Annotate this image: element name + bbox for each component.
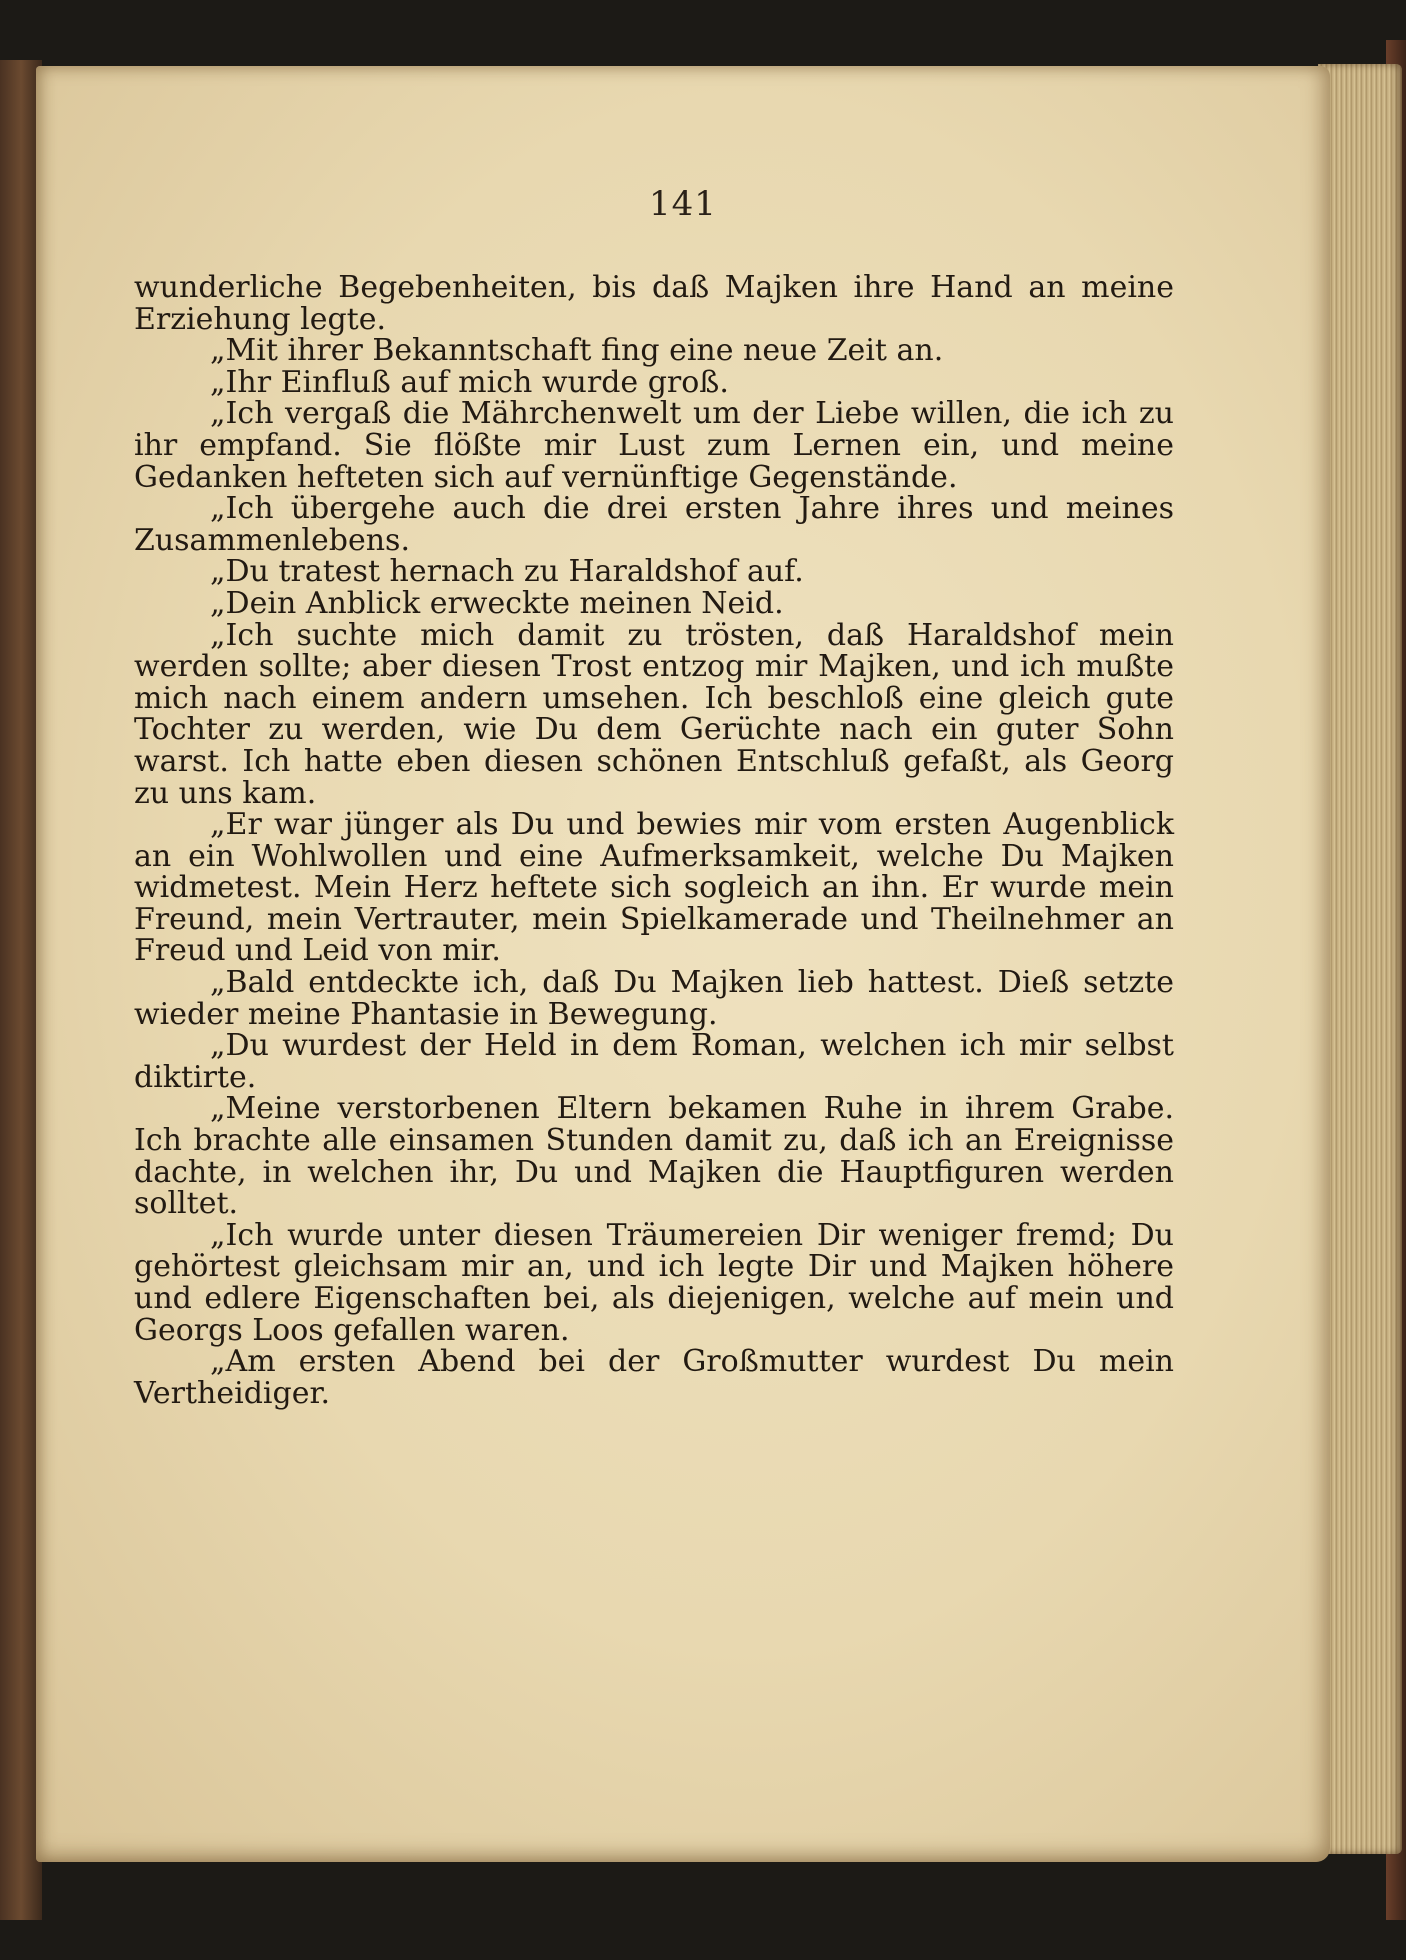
- page-number: 141: [649, 184, 717, 224]
- paragraph: „Ich übergehe auch die drei ersten Jahre ihres und meines Zusammenlebens.: [134, 491, 1174, 558]
- page-edges: [1318, 64, 1402, 1854]
- paragraph: „Ich wurde unter diesen Träumereien Dir weniger fremd; Du gehörtest gleichsam mir an, und ich legte Dir und Majken höhere und edlere Eigenschaften bei, als diejenigen, welche auf mein und Georgs Loos gefallen waren.: [134, 1217, 1174, 1348]
- paragraph: „Er war jünger als Du und bewies mir vom ersten Augenblick an ein Wohlwollen und eine Aufmerksamkeit, welche Du Majken widmetest. Mein Herz heftete sich sogleich an ihn. Er wurde mein Freund, mein Vertrauter, mein Spielkamerade und Theilnehmer an Freud und Leid von mir.: [134, 807, 1174, 969]
- paragraph: „Du wurdest der Held in dem Roman, welchen ich mir selbst diktirte.: [134, 1028, 1174, 1095]
- paragraph: „Dein Anblick erweckte meinen Neid.: [210, 585, 784, 621]
- paragraph: „Ihr Einfluß auf mich wurde groß.: [210, 364, 729, 400]
- paragraph: „Bald entdeckte ich, daß Du Majken lieb hattest. Dieß setzte wieder meine Phantasie in Bewegung.: [134, 965, 1174, 1032]
- paragraph: „Mit ihrer Bekanntschaft fing eine neue Zeit an.: [210, 333, 944, 369]
- paragraph: „Ich suchte mich damit zu trösten, daß Haraldshof mein werden sollte; aber diesen Trost entzog mir Majken, und ich mußte mich nach einem andern umsehen. Ich beschloß eine gleich gute Tochter zu werden, wie Du dem Gerüchte nach ein guter Sohn warst. Ich hatte eben diesen schönen Entschluß gefaßt, als Georg zu uns kam.: [134, 617, 1174, 811]
- page-body: [134, 272, 1174, 1409]
- book-page: [36, 66, 1330, 1862]
- paragraph: „Meine verstorbenen Eltern bekamen Ruhe in ihrem Grabe. Ich brachte alle einsamen Stunden damit zu, daß ich an Ereignisse dachte, in welchen ihr, Du und Majken die Hauptfiguren werden solltet.: [134, 1091, 1174, 1222]
- paragraph: „Am ersten Abend bei der Großmutter wurdest Du mein Vertheidiger.: [134, 1344, 1174, 1411]
- paragraph: wunderliche Begebenheiten, bis daß Majken ihre Hand an meine Erziehung legte.: [134, 270, 1174, 337]
- paragraph: „Du tratest hernach zu Haraldshof auf.: [210, 554, 804, 590]
- paragraph: „Ich vergaß die Mährchenwelt um der Liebe willen, die ich zu ihr empfand. Sie flößte mir Lust zum Lernen ein, und meine Gedanken hefteten sich auf vernünftige Gegenstände.: [134, 396, 1174, 495]
